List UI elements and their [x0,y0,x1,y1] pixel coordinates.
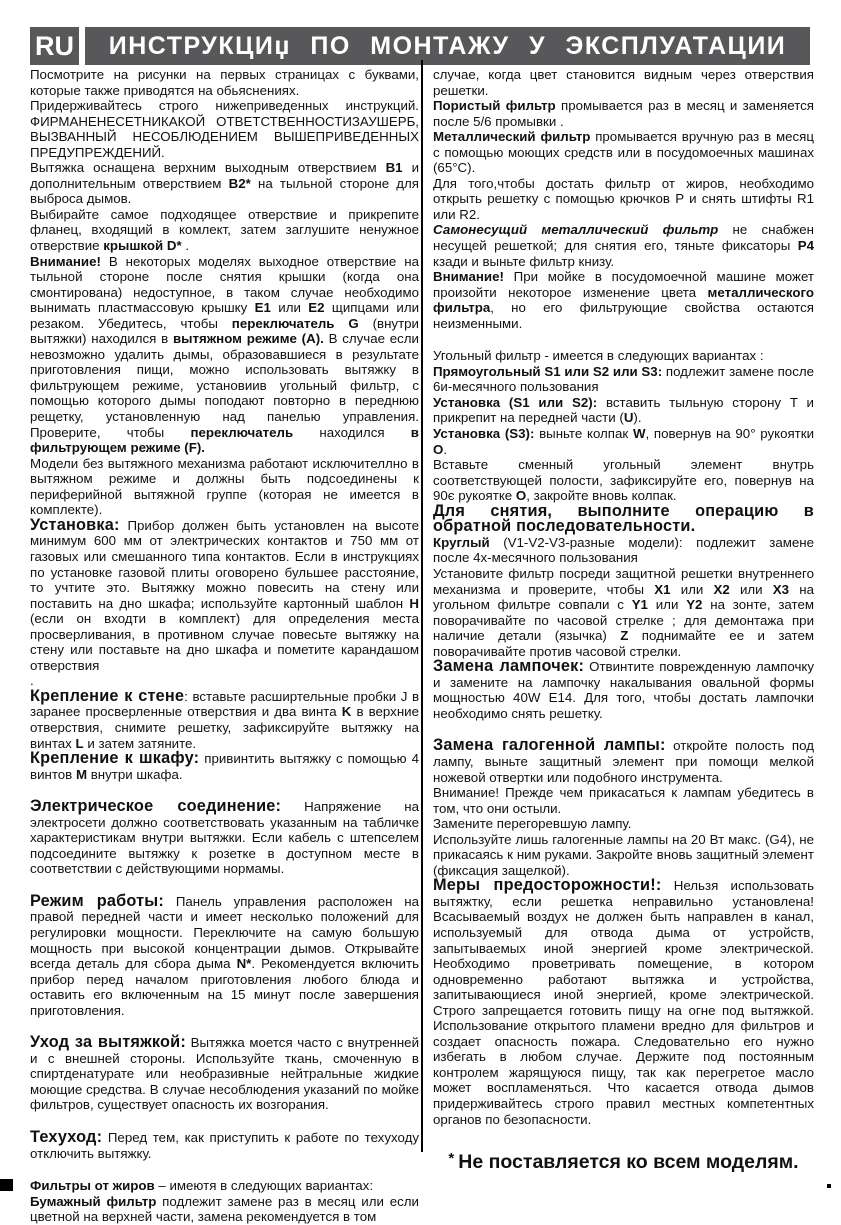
text-run: Установка: [30,515,120,534]
text-run: Меры предосторожности!: [433,876,662,895]
paragraph [30,515,419,673]
text-run: В некоторых моделях выходное отверствие на тыльной стороне после снятия крышки (когда она смонтирована) недоступное, в таком случае необходимо вынимать пластмассовую крышку [30,253,419,316]
paragraph [433,364,814,395]
text-run: или [670,581,714,597]
paragraph [433,348,814,364]
text-run: Прямоугольный S1 или S2 или S3: [433,363,663,379]
text-run: или [270,300,309,316]
text-run: Режим работы: [30,891,165,910]
paragraph [30,98,419,160]
paragraph [433,738,814,785]
text-run: В случае если невозможно удалить дымы, образовавшиеся в результате приготовления пищи, можно использовать вытяжку в фильтрующем режиме, установиив угольный фильтр, с помощью которого дымы поподают повторно в переднюю рещетку, установленную над панелью управления. Проверите, чтобы [30,331,419,440]
paragraph [433,566,814,659]
text-run: E1 [254,300,271,316]
text-run: щипцами или резаком. Убедитесь, чтобы [30,300,420,331]
text-run: Замена галогенной лампы: [433,736,666,755]
text-run: поднимайте ее и затем поворачивайте против часовой стрелки. [433,628,814,659]
text-run: Техуход: [30,1128,103,1146]
text-run: промывается вручную раз в месяц с помощью моющих средств или в посудомоечных машинах (65°C). [433,129,814,176]
text-run: Внимание! [30,253,101,269]
paragraph [433,269,814,331]
page-corner-mark [0,1179,13,1191]
text-run: металлического фильтра [433,284,814,316]
text-run: , повернув на 90° рукоятки [645,426,815,442]
text-run: Вставьте сменный угольный элемент внутрь соответствующей полости, зафиксируйте его, повернув на 90є рукоятке [433,457,814,504]
text-run: Для снятия, выполните операцию в обратной последовательности. [433,501,814,536]
text-run: . Рекомендуется включить прибор перед началом приготовления любого блюда и оставить его включенным на 15 минут после завершения приготовления. [30,956,419,1018]
text-run: кзади и выньте фильтр книзу. [433,253,615,269]
column-divider [421,60,423,1152]
text-run: Используйте лишь галогенные лампы на 20 Вт макс. (G4), не прикасаясь к ним руками. Закройте вновь защитный элемент (фиксация защелкой). [433,831,814,878]
text-run: на зонте, затем поворачивайте по часовой стрелке ; для демонтажа при наличие детали (язычка) [433,597,814,644]
text-run: Модели без вытяжного механизма работают исключителлно в вытяжном режиме и должны быть подсоединены к периферийной вытяжной группе (которая не имеется в комплекте). [30,455,419,518]
text-run: на угольном фильтре совпали с [433,581,814,613]
text-run: находился [293,424,411,440]
text-run: . [181,238,190,254]
paragraph [433,878,814,1127]
text-run: X2 [713,581,730,597]
text-run: Нельзя использовать вытяжтку, если решетка неправильно установлена! Всасываемый воздух не должен быть направлен в канал, используемый для отвода дыма от устройств, запытываемых иной энергией кроме электрической. Необходимо проветривать помещение, в котором одновременно работают вытяжка и устройства, запитывающиеся иной энергией, кроме электрической. Строго запрещается готовить пищу на огне под вытяжкой. Использование открытого пламени вредно для фильтров и создает опасность пожара. Следовательно его нужно избегать в любом случае. Держите под постоянным контролем жарящуюся пищу, так как перегретое масло может воспламеняться. Что касается отвода дымов придерживайтесь строго правил местных компетентных органов по безопасности. [433,878,814,1127]
text-run: (внутри вытяжки) находился в [30,315,419,347]
text-run: Установка (S1 или S2): [433,394,598,410]
text-run: X3 [772,581,790,597]
text-run: L [75,735,84,751]
text-run: Перед тем, как приступить к работе по техуходу отключить вытяжку. [30,1130,419,1161]
paragraph [30,160,419,207]
text-run: вытяжном режиме (A). [172,331,324,347]
text-run: на тыльной стороне для выброса дымов. [30,175,420,207]
text-run: Крепление к стене [30,686,185,705]
text-run: привинтить вытяжку с помощью 4 винтов [30,751,419,782]
paragraph [433,501,814,536]
text-run: Уход за вытяжкой: [30,1033,186,1052]
text-run: X1 [654,581,671,597]
paragraph [30,456,419,518]
page-title [85,27,810,65]
text-run: Вытяжка оснащена верхним выходным отверствием [30,160,386,176]
paragraph [433,222,814,269]
paragraph [433,129,814,176]
paragraph [30,207,419,254]
text-run: Панель управления расположен на правой передней части и имеет несколько положений для регулировки мощности. Переключите на самую большую мощность при высокой концентрации дымов. Открывайте всегда деталь для сбора дыма [30,893,419,972]
language-badge [30,27,79,65]
text-run: B1 [385,160,403,176]
text-run: Вытяжка моется часто с внутренней и с внешней стороны. Используйте ткань, смоченную в спиртденатурате или необразивные нейтральные жидкие моющие средства. В случае несоблюдения указаний по мойке фильтров, существует опасность их возгорания. [30,1035,419,1113]
text-run: крышкой D* [103,238,182,254]
paragraph [30,799,419,877]
text-run: в верхние отверствия, снимите решетку, зафиксируйте вытяжку на винтах [30,704,419,751]
text-run: Самонесущий металлический фильтр [433,222,719,238]
paragraph [30,751,419,782]
text-run: промывается раз в месяц и заменяется после 5/6 промывки . [433,98,814,129]
text-run: и затем затяните. [83,735,197,751]
paragraph [433,98,814,129]
text-run: Z [620,628,629,644]
text-run: (если он входти в комплект) для определения места просверливания, в противном случае повесьте вытяжку на стену или поставьте на дно шкафа и пометите карандашом отверствия [30,611,419,673]
paragraph [30,1130,419,1161]
text-run: откройте полость под лампу, выньте защитный элемент при помощи мелкой ножевой отвертки или подобного инструмента. [433,738,814,785]
text-run: E2 [308,300,325,316]
text-run: Фильтры от жиров [30,1178,155,1194]
text-run: или [729,581,773,597]
text-run: (V1-V2-V3-разные модели): подлежит замене после 4х-месячного пользования [433,534,814,566]
text-run: Внимание! [433,269,504,285]
asterisk-marker: * [448,1150,455,1167]
text-run: , закройте вновь колпак. [526,488,677,504]
paragraph [30,686,420,751]
text-run: P4 [797,238,814,254]
text-run: H [409,595,419,611]
text-run: O [433,441,444,457]
paragraph [433,426,814,457]
text-run: Круглый [433,534,490,550]
text-run: Для того,чтобы достать фильтр от жиров, необходимо открыть решетку с помощью крючков P и снять штифты R1 или R2. [433,175,814,222]
paragraph [433,832,814,879]
text-run: O [515,488,527,504]
text-run: Y1 [631,597,648,613]
text-run: Угольный фильтр - имеется в следующих вариантах : [433,348,764,364]
text-run: Пористый фильтр [433,98,556,114]
text-run: Установите фильтр посреди защитной решетки внутреннего механизма и проверите, чтобы [433,565,814,597]
text-run: Посмотрите на рисунки на первых страницах с буквами, которые также приводятся на обьяснениях. [30,67,419,98]
paragraph [433,535,814,566]
text-run: выньте колпак [534,426,633,442]
text-run: При мойке в посудомоечной машине может произойти некоторое изменение цвета [433,269,814,300]
text-run: или [647,597,687,613]
text-run: . [443,441,448,457]
text-run: K [341,704,352,720]
paragraph [30,891,419,1018]
text-run: – имеютя в следующих вариантах: [154,1178,374,1194]
text-run: : вставьте расширтельные пробки J в заранее просверленные отверствия и два винта [30,688,420,720]
paragraph [30,254,419,456]
text-run: Y2 [686,597,703,613]
text-run: Электрическое соединение: [30,797,282,816]
text-run: переключатель [190,424,294,440]
text-run: W [632,426,646,442]
paragraph [433,176,814,223]
left-column [30,67,419,1225]
text-run: не снабжен несущей решеткой; для снятия его, тяньте фиксаторы [433,222,814,254]
text-run: Придерживайтесь строго нижеприведенных инструкций. ФИРМАНЕНЕСЕТНИКАКОЙ ОТВЕТСТВЕННОСТИЗАУШЕРБ, ВЫЗВАННЫЙ НЕСОБЛЮДЕНИЕМ ВЫШЕПРИВЕДЕННЫХ ПРЕДУПРЕЖДЕНИЙ. [30,98,419,160]
paragraph [30,1178,419,1194]
text-run: U [623,410,634,426]
text-run: Прибор должен быть установлен на высоте минимум 600 мм от электрических контактов и 750 мм от газовых или смешанного типа контактов. Если в инструкциях по установке газовой плиты оговорено бульшее расстояние, то учтите это. Вытяжку можно повесить на стену или поставить на дно шкафа; используйте картонный шаблон [30,517,419,611]
text-run: подлежит замене после 6и-месячного пользования [433,363,814,395]
text-run: Напряжение на электросети должно соответствовать указанным на табличке характеристикам внутри вытяжки. Если кабель с штепселем подсоедините вытяжку к розетке в доступном месте в соответствии с действующими нормамы. [30,799,419,877]
footnote [433,1150,814,1174]
text-run: Отвинтите поврежденную лампочку и замените на лампочку накалывания овальной формы мощностью 40W E14. Для того, чтобы достать лампочки необходимо снять решетку. [433,659,814,721]
text-run: Выбирайте самое подходящее отверствие и прикрепите фланец, входящий в комлект, затем заглушите ненужное отверствие [30,206,419,254]
text-run: N* [236,956,252,972]
text-run: ). [633,410,642,426]
text-run: Металлический фильтр [433,129,591,145]
paragraph [433,395,814,426]
paragraph [30,1194,419,1225]
text-run: M [75,766,88,782]
text-run: Замена лампочек: [433,657,585,676]
paragraph [433,67,814,98]
page-dot-mark [827,1184,831,1188]
text-run: . [30,673,34,689]
text-run: , но его фильтрующие свойства остаются неизменными. [433,300,814,331]
text-run: случае, когда цвет становится видным через отверствия решетки. [433,67,814,98]
text-run: Установка (S3): [433,426,535,442]
text-run: переключатель G [231,315,359,331]
text-run: Бумажный фильтр [30,1193,157,1209]
text-run: вставить тыльную сторону T и прикрепит на передней части ( [433,394,814,426]
text-run: B2* [228,175,251,191]
page-title-label: ИНСТРУКЦИџ ПО МОНТАЖУ У ЭКСПЛУАТАЦИИ [108,31,787,60]
paragraph [433,457,814,504]
text-run: подлежит замене раз в месяц или если цветной на верхней части, замена рекомендуется в том [30,1193,419,1225]
text-run: в фильтрующем режиме (F). [30,424,419,456]
text-run: Крепление к шкафу: [30,749,200,768]
paragraph [433,816,814,832]
language-badge-label: RU [35,30,74,61]
text-run: и дополнительным отверствием [30,160,419,191]
text-run: внутри шкафа. [87,766,183,782]
paragraph [433,785,814,816]
paragraph [30,67,419,98]
footnote-text: Не поставляется ко всем моделям. [458,1151,799,1173]
text-run: Замените перегоревшую лампу. [433,816,632,832]
text-run: Внимание! Прежде чем прикасаться к лампам убедитесь в том, что они остыли. [433,785,814,816]
paragraph [433,659,814,721]
paragraph [30,1035,419,1113]
right-column [433,67,814,1127]
